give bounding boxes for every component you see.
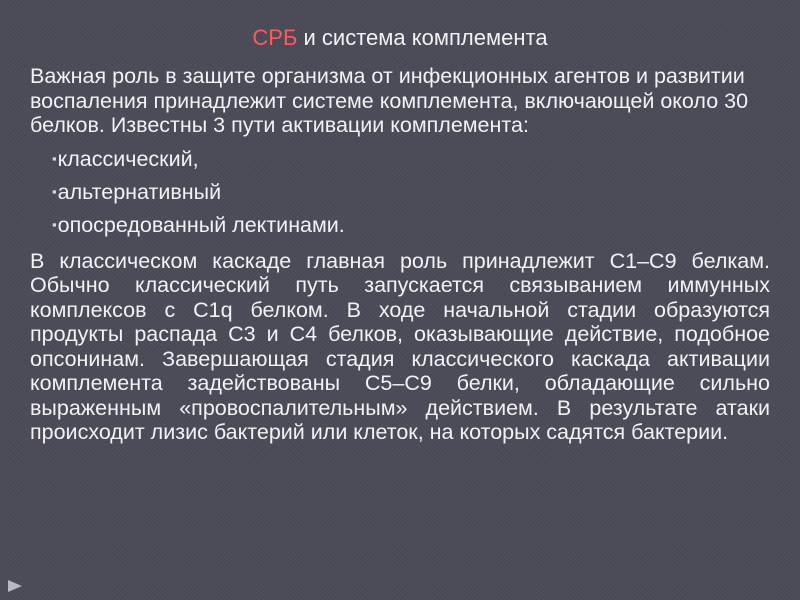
slide-body xyxy=(30,64,770,445)
bullet-marker: ▪ xyxy=(52,183,57,199)
list-item-text: классический, xyxy=(57,146,199,171)
slide-nav-arrow-icon[interactable] xyxy=(8,580,22,592)
title-accent: СРБ xyxy=(252,25,298,50)
main-paragraph: В классическом каскаде главная роль принадлежит C1–C9 белкам. Обычно классический путь запускается связыванием иммунных комплексов с C1q белком. В ходе начальной стадии образуются продукты распада C3 и C4 белков, оказывающие действие, подобное опсонинам. Завершающая стадия классического каскада активации комплемента задействованы C5–C9 белки, обладающие сильно выраженным «провоспалительным» действием. В результате атаки происходит лизис бактерий или клеток, на которых садятся бактерии. xyxy=(30,248,770,444)
bullet-marker: ▪ xyxy=(52,216,57,232)
title-rest: и система комплемента xyxy=(297,25,548,50)
list-item-text: опосредованный лектинами. xyxy=(57,212,345,237)
list-item xyxy=(52,210,770,243)
list-item xyxy=(52,144,770,177)
list-item-text: альтернативный xyxy=(57,179,222,204)
list-item xyxy=(52,177,770,210)
bullet-marker: ▪ xyxy=(52,150,57,166)
activation-pathways-list xyxy=(30,144,770,243)
slide-title xyxy=(0,24,800,52)
intro-paragraph: Важная роль в защите организма от инфекционных агентов и развитии воспаления принадлежит системе комплемента, включающей около 30 белков. Известны 3 пути активации комплемента: xyxy=(30,64,749,137)
